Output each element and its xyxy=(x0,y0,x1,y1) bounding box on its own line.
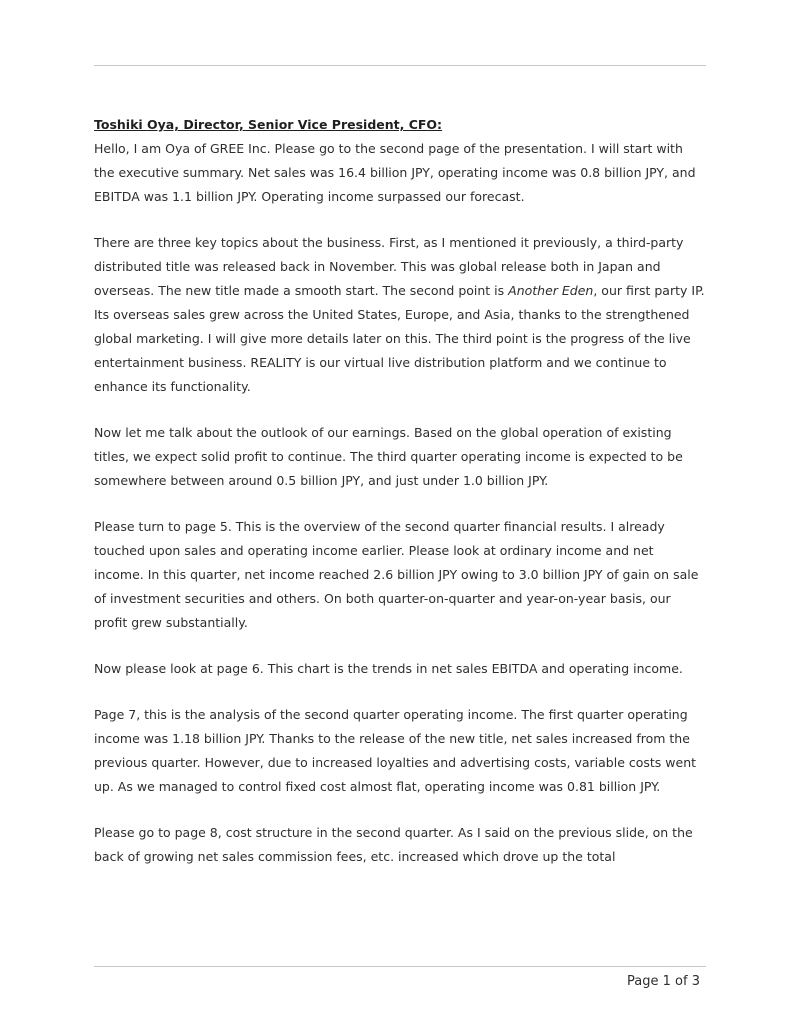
top-divider xyxy=(94,65,706,66)
text-run: Please go to page 8, cost structure in the second quarter. As I said on the previous slide, on the back of growing net sales commission fees, etc. increased which drove up the total xyxy=(94,825,693,864)
paragraph xyxy=(94,703,706,799)
paragraph xyxy=(94,137,706,209)
paragraph xyxy=(94,657,706,681)
text-run: Hello, I am Oya of GREE Inc. Please go to the second page of the presentation. I will start with the executive summary. Net sales was 16.4 billion JPY, operating income was 0.8 billion JPY, and EBITDA was 1.1 billion JPY. Operating income surpassed our forecast. xyxy=(94,141,696,204)
text-run: Please turn to page 5. This is the overview of the second quarter financial results. I already touched upon sales and operating income earlier. Please look at ordinary income and net income. In this quarter, net income reached 2.6 billion JPY owing to 3.0 billion JPY of gain on sale of investment securities and others. On both quarter-on-quarter and year-on-year basis, our profit grew substantially. xyxy=(94,519,699,630)
text-run: , our first party IP. Its overseas sales grew across the United States, Europe, and Asia, thanks to the strengthened global marketing. I will give more details later on this. The third point is the progress of the live entertainment business. REALITY is our virtual live distribution platform and we continue to enhance its functionality. xyxy=(94,283,705,394)
paragraph xyxy=(94,421,706,493)
speaker-heading: Toshiki Oya, Director, Senior Vice President, CFO: xyxy=(94,117,443,132)
bottom-divider xyxy=(94,966,706,967)
document-content xyxy=(94,113,706,869)
text-run: Now please look at page 6. This chart is the trends in net sales EBITDA and operating income. xyxy=(94,661,683,676)
text-run: There are three key topics about the business. First, as I mentioned it previously, a third-party distributed title was released back in November. This was global release both in Japan and overseas. The new title made a smooth start. The second point is xyxy=(94,235,684,298)
page-number: Page 1 of 3 xyxy=(627,974,700,989)
paragraph xyxy=(94,515,706,635)
paragraph xyxy=(94,821,706,869)
paragraphs xyxy=(94,137,706,869)
text-run: Now let me talk about the outlook of our earnings. Based on the global operation of existing titles, we expect solid profit to continue. The third quarter operating income is expected to be somewhere between around 0.5 billion JPY, and just under 1.0 billion JPY. xyxy=(94,425,683,488)
text-run: Page 7, this is the analysis of the second quarter operating income. The first quarter operating income was 1.18 billion JPY. Thanks to the release of the new title, net sales increased from the previous quarter. However, due to increased loyalties and advertising costs, variable costs went up. As we managed to control fixed cost almost flat, operating income was 0.81 billion JPY. xyxy=(94,707,697,794)
paragraph xyxy=(94,231,706,399)
italic-text: Another Eden xyxy=(508,283,594,298)
